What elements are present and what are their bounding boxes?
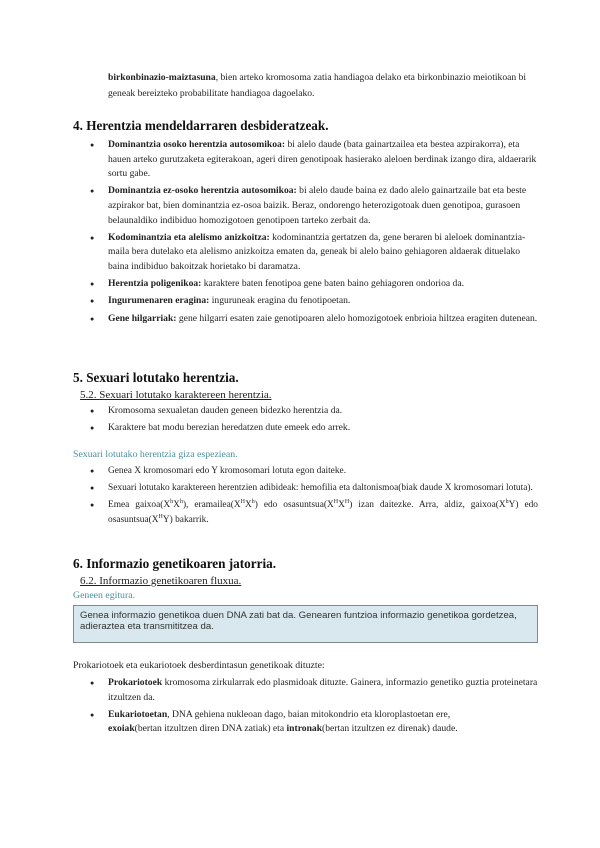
intro-text: , bien arteko kromosoma zatia handiagoa delako eta birkonbinazio meiotikoan bi geneak bereizteko probabilitate handiagoa dagoelako. xyxy=(108,72,527,99)
list-item xyxy=(90,184,538,228)
human-inheritance-list xyxy=(90,464,538,530)
item-term: Eukariotoetan xyxy=(108,708,168,720)
list-item: ● Karaktere bat modu berezian heredatzen dute emeek edo arrek. xyxy=(90,421,538,436)
item-text: kromosoma zirkularrak edo plasmidoak dituzte. Gainera, informazio genetiko guztia proteinetara itzultzen da. xyxy=(108,677,538,703)
item-term: Kodominantzia eta alelismo anizkoitza: xyxy=(108,231,270,243)
item-text: karaktere baten fenotipoa gene baten baino gehiagoren ondorioa da. xyxy=(201,278,465,290)
list-item: ● Eukariotoetan, DNA gehiena nukleoan dago, baian mitokondrio eta kloroplastoetan ere, exoiak(bertan itzultzen diren DNA zatiak) eta intronak(bertan itzultzen ez direnak) daude. xyxy=(90,708,538,737)
section5-subtitle: 5.2. Sexuari lotutako karaktereen herentzia. xyxy=(80,389,272,401)
item-text: kodominantzia gertatzen da, gene beraren bi aleloek dominantzia-maila bera dutelako eta alelismo anizkoitza ematen da, geneak bi alelo baino gehiagoren aldaerak dituelako baina indibiduo bakoitzak horietako bi daramatza. xyxy=(108,231,526,272)
item-term: Gene hilgarriak: xyxy=(108,312,177,324)
human-inheritance-label: Sexuari lotutako herentzia giza espeziean. xyxy=(73,449,238,460)
item-text: inguruneak eragina du fenotipoetan. xyxy=(209,295,351,307)
list-item xyxy=(90,294,538,309)
list-item xyxy=(90,277,538,292)
section5-list xyxy=(90,404,538,438)
section6-title: 6. Informazio genetikoaren jatorria. xyxy=(73,556,277,571)
item-term: Herentzia poligenikoa: xyxy=(108,278,202,290)
item-text: bi alelo daude baina ez dado alelo gainartzaile bat eta beste azpirakor bat, bien dominantzia ez-osoa baizik. Beraz, ondorengo heterozigotoak duen genotipoa, gurasoen belaunaldiko indibiduo homozigotoen genotipoen tarteko zerbait da. xyxy=(108,185,527,226)
list-item xyxy=(90,231,538,275)
intro-term: birkonbinazio-maiztasuna xyxy=(108,72,216,83)
section6-list xyxy=(90,676,538,740)
item-term: Dominantzia osoko herentzia autosomikoa: xyxy=(108,139,286,150)
item-term: Prokariotoek xyxy=(108,677,163,688)
item-text: gene hilgarri esaten zaie genotipoaren alelo homozigotoek enbrioia hiltzea eragiten dutenean. xyxy=(176,312,538,324)
section6-subtitle: 6.2. Informazio genetikoaren fluxua. xyxy=(80,575,242,587)
section5-title: 5. Sexuari lotutako herentzia. xyxy=(73,370,239,385)
list-item xyxy=(90,676,538,705)
list-item xyxy=(90,312,538,327)
gene-definition-box: Genea informazio genetikoa duen DNA zati bat da. Genearen funtzioa informazio genetikoa gordetzea, adieraztea eta transmititzea da. xyxy=(73,605,538,643)
list-item: ● Kromosoma sexualetan dauden geneen bidezko herentzia da. xyxy=(90,404,538,419)
gene-structure-label: Geneen egitura. xyxy=(73,590,136,601)
genotype-item: ● Emea $gaixoa(X^hX^h)$, $eramailea(X^HX^h)$ edo $osasuntsua(X^HX^H)$ izan daitezke. Arra, aldiz, $gaixoa(X^hY)$ edo $osasuntsua(X^HY)$ bakarrik. xyxy=(90,498,538,527)
list-item: ● Genea X kromosomari edo Y kromosomari lotuta egon daiteke. xyxy=(90,464,538,479)
intro-paragraph xyxy=(108,70,540,102)
differences-intro: Prokariotoek eta eukariotoek desberdintasun genetikoak dituzte: xyxy=(73,660,325,671)
section4-title: 4. Herentzia mendeldarraren desbideratzeak. xyxy=(73,118,329,133)
section4-list xyxy=(90,138,538,329)
item-text: bi alelo daude (bata gainartzailea eta bestea azpirakorra), eta hauen arteko gurutzaketa egiterakoan, ageri diren genotipoak hasierako aleloen berdinak izango dira, aldaerarik sortu gabe. xyxy=(108,139,537,180)
list-item: ● Sexuari lotutako karaktereen herentzien adibideak: hemofilia eta daltonismoa(biak daude X kromosomari lotuta). xyxy=(90,481,538,496)
list-item xyxy=(90,138,538,182)
item-term: Dominantzia ez-osoko herentzia autosomikoa: xyxy=(108,185,297,197)
item-term: Ingurumenaren eragina: xyxy=(108,295,210,307)
